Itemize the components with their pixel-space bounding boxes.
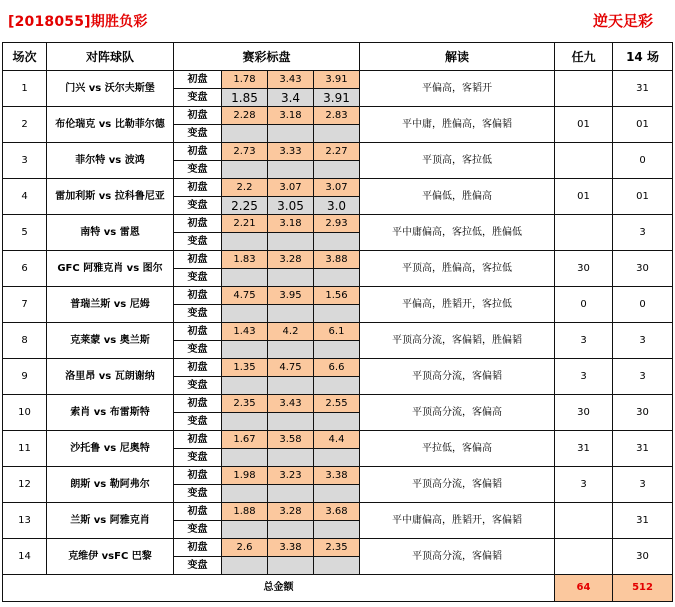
init-odd: 3.68	[314, 503, 360, 521]
match-row	[3, 539, 673, 557]
change-odd	[268, 449, 314, 467]
match-teams: 沙托鲁 vs 尼奥特	[47, 431, 174, 467]
change-odd	[314, 521, 360, 539]
match-teams: 门兴 vs 沃尔夫斯堡	[47, 71, 174, 107]
init-label: 初盘	[174, 143, 222, 161]
change-odd	[222, 485, 268, 503]
init-odd: 1.78	[222, 71, 268, 89]
change-odd	[314, 413, 360, 431]
change-label: 变盘	[174, 449, 222, 467]
match-number: 13	[3, 503, 47, 539]
init-odd: 3.28	[268, 251, 314, 269]
c14-pick: 0	[613, 287, 673, 323]
ren9-pick: 30	[555, 395, 613, 431]
init-odd: 3.95	[268, 287, 314, 305]
header-row	[3, 43, 673, 71]
change-odd	[222, 305, 268, 323]
match-teams: 克莱蒙 vs 奥兰斯	[47, 323, 174, 359]
match-teams: 克维伊 vsFC 巴黎	[47, 539, 174, 575]
change-label: 变盘	[174, 305, 222, 323]
ren9-pick	[555, 539, 613, 575]
change-odd	[222, 413, 268, 431]
change-label: 变盘	[174, 377, 222, 395]
col-header-ren9: 任九	[555, 43, 613, 71]
change-odd	[222, 341, 268, 359]
change-odd	[314, 557, 360, 575]
match-row	[3, 323, 673, 341]
match-row	[3, 251, 673, 269]
change-odd: 3.4	[268, 89, 314, 107]
init-odd: 3.23	[268, 467, 314, 485]
interpretation: 平顶高分流，客偏韬，胜偏韬	[360, 323, 555, 359]
change-odd	[268, 125, 314, 143]
col-header-no: 场次	[3, 43, 47, 71]
c14-pick: 0	[613, 143, 673, 179]
match-teams: 索肖 vs 布雷斯特	[47, 395, 174, 431]
init-odd: 2.2	[222, 179, 268, 197]
init-odd: 2.27	[314, 143, 360, 161]
init-odd: 2.6	[222, 539, 268, 557]
interpretation: 平拉低，客偏高	[360, 431, 555, 467]
match-teams: 菲尔特 vs 波鸿	[47, 143, 174, 179]
init-label: 初盘	[174, 395, 222, 413]
init-odd: 3.58	[268, 431, 314, 449]
interpretation: 平顶高分流，客偏韬	[360, 467, 555, 503]
init-odd: 4.75	[268, 359, 314, 377]
change-label: 变盘	[174, 233, 222, 251]
change-odd	[222, 161, 268, 179]
lottery-table	[2, 42, 673, 602]
init-label: 初盘	[174, 287, 222, 305]
c14-pick: 30	[613, 395, 673, 431]
total-label: 总金额	[3, 575, 555, 602]
match-row	[3, 71, 673, 89]
init-odd: 1.43	[222, 323, 268, 341]
col-header-odds: 赛彩标盘	[174, 43, 360, 71]
col-header-interp: 解读	[360, 43, 555, 71]
init-odd: 3.38	[268, 539, 314, 557]
match-number: 2	[3, 107, 47, 143]
init-odd: 3.33	[268, 143, 314, 161]
init-odd: 2.28	[222, 107, 268, 125]
init-label: 初盘	[174, 323, 222, 341]
interpretation: 平偏低，胜偏高	[360, 179, 555, 215]
c14-pick: 01	[613, 179, 673, 215]
change-odd	[268, 521, 314, 539]
init-odd: 6.1	[314, 323, 360, 341]
col-header-14: 14 场	[613, 43, 673, 71]
init-odd: 3.91	[314, 71, 360, 89]
c14-pick: 30	[613, 251, 673, 287]
match-number: 10	[3, 395, 47, 431]
c14-pick: 30	[613, 539, 673, 575]
change-odd	[268, 233, 314, 251]
total-14: 512	[613, 575, 673, 602]
init-label: 初盘	[174, 467, 222, 485]
change-odd	[314, 305, 360, 323]
col-header-teams: 对阵球队	[47, 43, 174, 71]
init-odd: 4.2	[268, 323, 314, 341]
change-odd	[314, 377, 360, 395]
init-odd: 3.38	[314, 467, 360, 485]
init-odd: 3.43	[268, 395, 314, 413]
ren9-pick: 3	[555, 467, 613, 503]
match-teams: 南特 vs 雷恩	[47, 215, 174, 251]
match-number: 11	[3, 431, 47, 467]
match-teams: 布伦瑞克 vs 比勒菲尔德	[47, 107, 174, 143]
change-odd: 1.85	[222, 89, 268, 107]
issue-title: [2018055]期胜负彩	[8, 14, 148, 30]
init-odd: 4.75	[222, 287, 268, 305]
match-row	[3, 143, 673, 161]
change-odd	[314, 269, 360, 287]
match-teams: 雷加利斯 vs 拉科鲁尼亚	[47, 179, 174, 215]
match-number: 14	[3, 539, 47, 575]
change-label: 变盘	[174, 413, 222, 431]
change-odd	[268, 413, 314, 431]
interpretation: 平顶高分流，客偏韬	[360, 359, 555, 395]
change-odd	[268, 377, 314, 395]
change-label: 变盘	[174, 125, 222, 143]
c14-pick: 3	[613, 215, 673, 251]
match-row	[3, 395, 673, 413]
change-odd	[222, 125, 268, 143]
c14-pick: 01	[613, 107, 673, 143]
match-teams: 朗斯 vs 勒阿弗尔	[47, 467, 174, 503]
init-odd: 3.28	[268, 503, 314, 521]
init-label: 初盘	[174, 215, 222, 233]
init-odd: 2.83	[314, 107, 360, 125]
init-label: 初盘	[174, 539, 222, 557]
match-row	[3, 467, 673, 485]
match-number: 8	[3, 323, 47, 359]
match-number: 5	[3, 215, 47, 251]
total-row	[3, 575, 673, 602]
init-odd: 1.88	[222, 503, 268, 521]
init-odd: 3.07	[314, 179, 360, 197]
match-teams: 洛里昂 vs 瓦朗谢纳	[47, 359, 174, 395]
init-odd: 2.73	[222, 143, 268, 161]
match-number: 7	[3, 287, 47, 323]
interpretation: 平顶高分流，客偏韬	[360, 539, 555, 575]
init-odd: 2.55	[314, 395, 360, 413]
init-odd: 3.07	[268, 179, 314, 197]
change-odd	[222, 377, 268, 395]
change-odd: 3.05	[268, 197, 314, 215]
change-label: 变盘	[174, 485, 222, 503]
match-number: 1	[3, 71, 47, 107]
match-teams: GFC 阿雅克肖 vs 图尔	[47, 251, 174, 287]
change-odd	[222, 269, 268, 287]
init-odd: 3.18	[268, 107, 314, 125]
ren9-pick: 01	[555, 179, 613, 215]
change-label: 变盘	[174, 521, 222, 539]
change-odd	[314, 341, 360, 359]
match-teams: 兰斯 vs 阿雅克肖	[47, 503, 174, 539]
match-row	[3, 107, 673, 125]
c14-pick: 3	[613, 359, 673, 395]
change-odd	[314, 449, 360, 467]
change-odd: 3.0	[314, 197, 360, 215]
ren9-pick: 01	[555, 107, 613, 143]
interpretation: 平中庸偏高，客拉低，胜偏低	[360, 215, 555, 251]
interpretation: 平中庸，胜偏高，客偏韬	[360, 107, 555, 143]
change-label: 变盘	[174, 557, 222, 575]
change-odd	[268, 305, 314, 323]
match-row	[3, 215, 673, 233]
init-odd: 2.21	[222, 215, 268, 233]
change-label: 变盘	[174, 161, 222, 179]
ren9-pick	[555, 71, 613, 107]
change-odd	[268, 269, 314, 287]
change-odd	[222, 233, 268, 251]
match-number: 9	[3, 359, 47, 395]
c14-pick: 31	[613, 503, 673, 539]
change-label: 变盘	[174, 341, 222, 359]
match-row	[3, 179, 673, 197]
match-number: 6	[3, 251, 47, 287]
match-row	[3, 431, 673, 449]
brand-name: 逆天足彩	[592, 12, 653, 30]
match-row	[3, 359, 673, 377]
interpretation: 平顶高分流，客偏高	[360, 395, 555, 431]
c14-pick: 3	[613, 323, 673, 359]
init-label: 初盘	[174, 251, 222, 269]
init-odd: 4.4	[314, 431, 360, 449]
change-label: 变盘	[174, 197, 222, 215]
init-odd: 2.35	[314, 539, 360, 557]
interpretation: 平顶高，客拉低	[360, 143, 555, 179]
init-odd: 2.93	[314, 215, 360, 233]
change-odd	[314, 233, 360, 251]
init-odd: 1.56	[314, 287, 360, 305]
c14-pick: 31	[613, 431, 673, 467]
ren9-pick	[555, 503, 613, 539]
init-label: 初盘	[174, 431, 222, 449]
change-odd	[222, 449, 268, 467]
change-odd	[268, 341, 314, 359]
ren9-pick	[555, 215, 613, 251]
ren9-pick: 30	[555, 251, 613, 287]
init-odd: 3.18	[268, 215, 314, 233]
change-odd	[314, 485, 360, 503]
init-odd: 1.98	[222, 467, 268, 485]
change-odd	[314, 125, 360, 143]
init-odd: 2.35	[222, 395, 268, 413]
c14-pick: 3	[613, 467, 673, 503]
interpretation: 平顶高，胜偏高，客拉低	[360, 251, 555, 287]
init-label: 初盘	[174, 71, 222, 89]
match-teams: 普瑞兰斯 vs 尼姆	[47, 287, 174, 323]
match-number: 12	[3, 467, 47, 503]
change-odd	[314, 161, 360, 179]
ren9-pick: 3	[555, 359, 613, 395]
change-odd	[268, 161, 314, 179]
change-label: 变盘	[174, 269, 222, 287]
c14-pick: 31	[613, 71, 673, 107]
change-odd	[268, 485, 314, 503]
header-bar	[0, 0, 675, 42]
init-odd: 1.35	[222, 359, 268, 377]
match-number: 3	[3, 143, 47, 179]
init-odd: 6.6	[314, 359, 360, 377]
init-odd: 3.88	[314, 251, 360, 269]
change-odd	[268, 557, 314, 575]
init-label: 初盘	[174, 359, 222, 377]
init-label: 初盘	[174, 107, 222, 125]
match-number: 4	[3, 179, 47, 215]
interpretation: 平中庸偏高，胜韬开，客偏韬	[360, 503, 555, 539]
ren9-pick: 3	[555, 323, 613, 359]
init-label: 初盘	[174, 179, 222, 197]
interpretation: 平偏高，客韬开	[360, 71, 555, 107]
change-label: 变盘	[174, 89, 222, 107]
match-row	[3, 503, 673, 521]
total-ren9: 64	[555, 575, 613, 602]
match-row	[3, 287, 673, 305]
init-odd: 1.67	[222, 431, 268, 449]
change-odd	[222, 557, 268, 575]
interpretation: 平偏高，胜韬开，客拉低	[360, 287, 555, 323]
change-odd: 3.91	[314, 89, 360, 107]
init-label: 初盘	[174, 503, 222, 521]
ren9-pick	[555, 143, 613, 179]
change-odd: 2.25	[222, 197, 268, 215]
change-odd	[222, 521, 268, 539]
ren9-pick: 0	[555, 287, 613, 323]
init-odd: 1.83	[222, 251, 268, 269]
init-odd: 3.43	[268, 71, 314, 89]
ren9-pick: 31	[555, 431, 613, 467]
